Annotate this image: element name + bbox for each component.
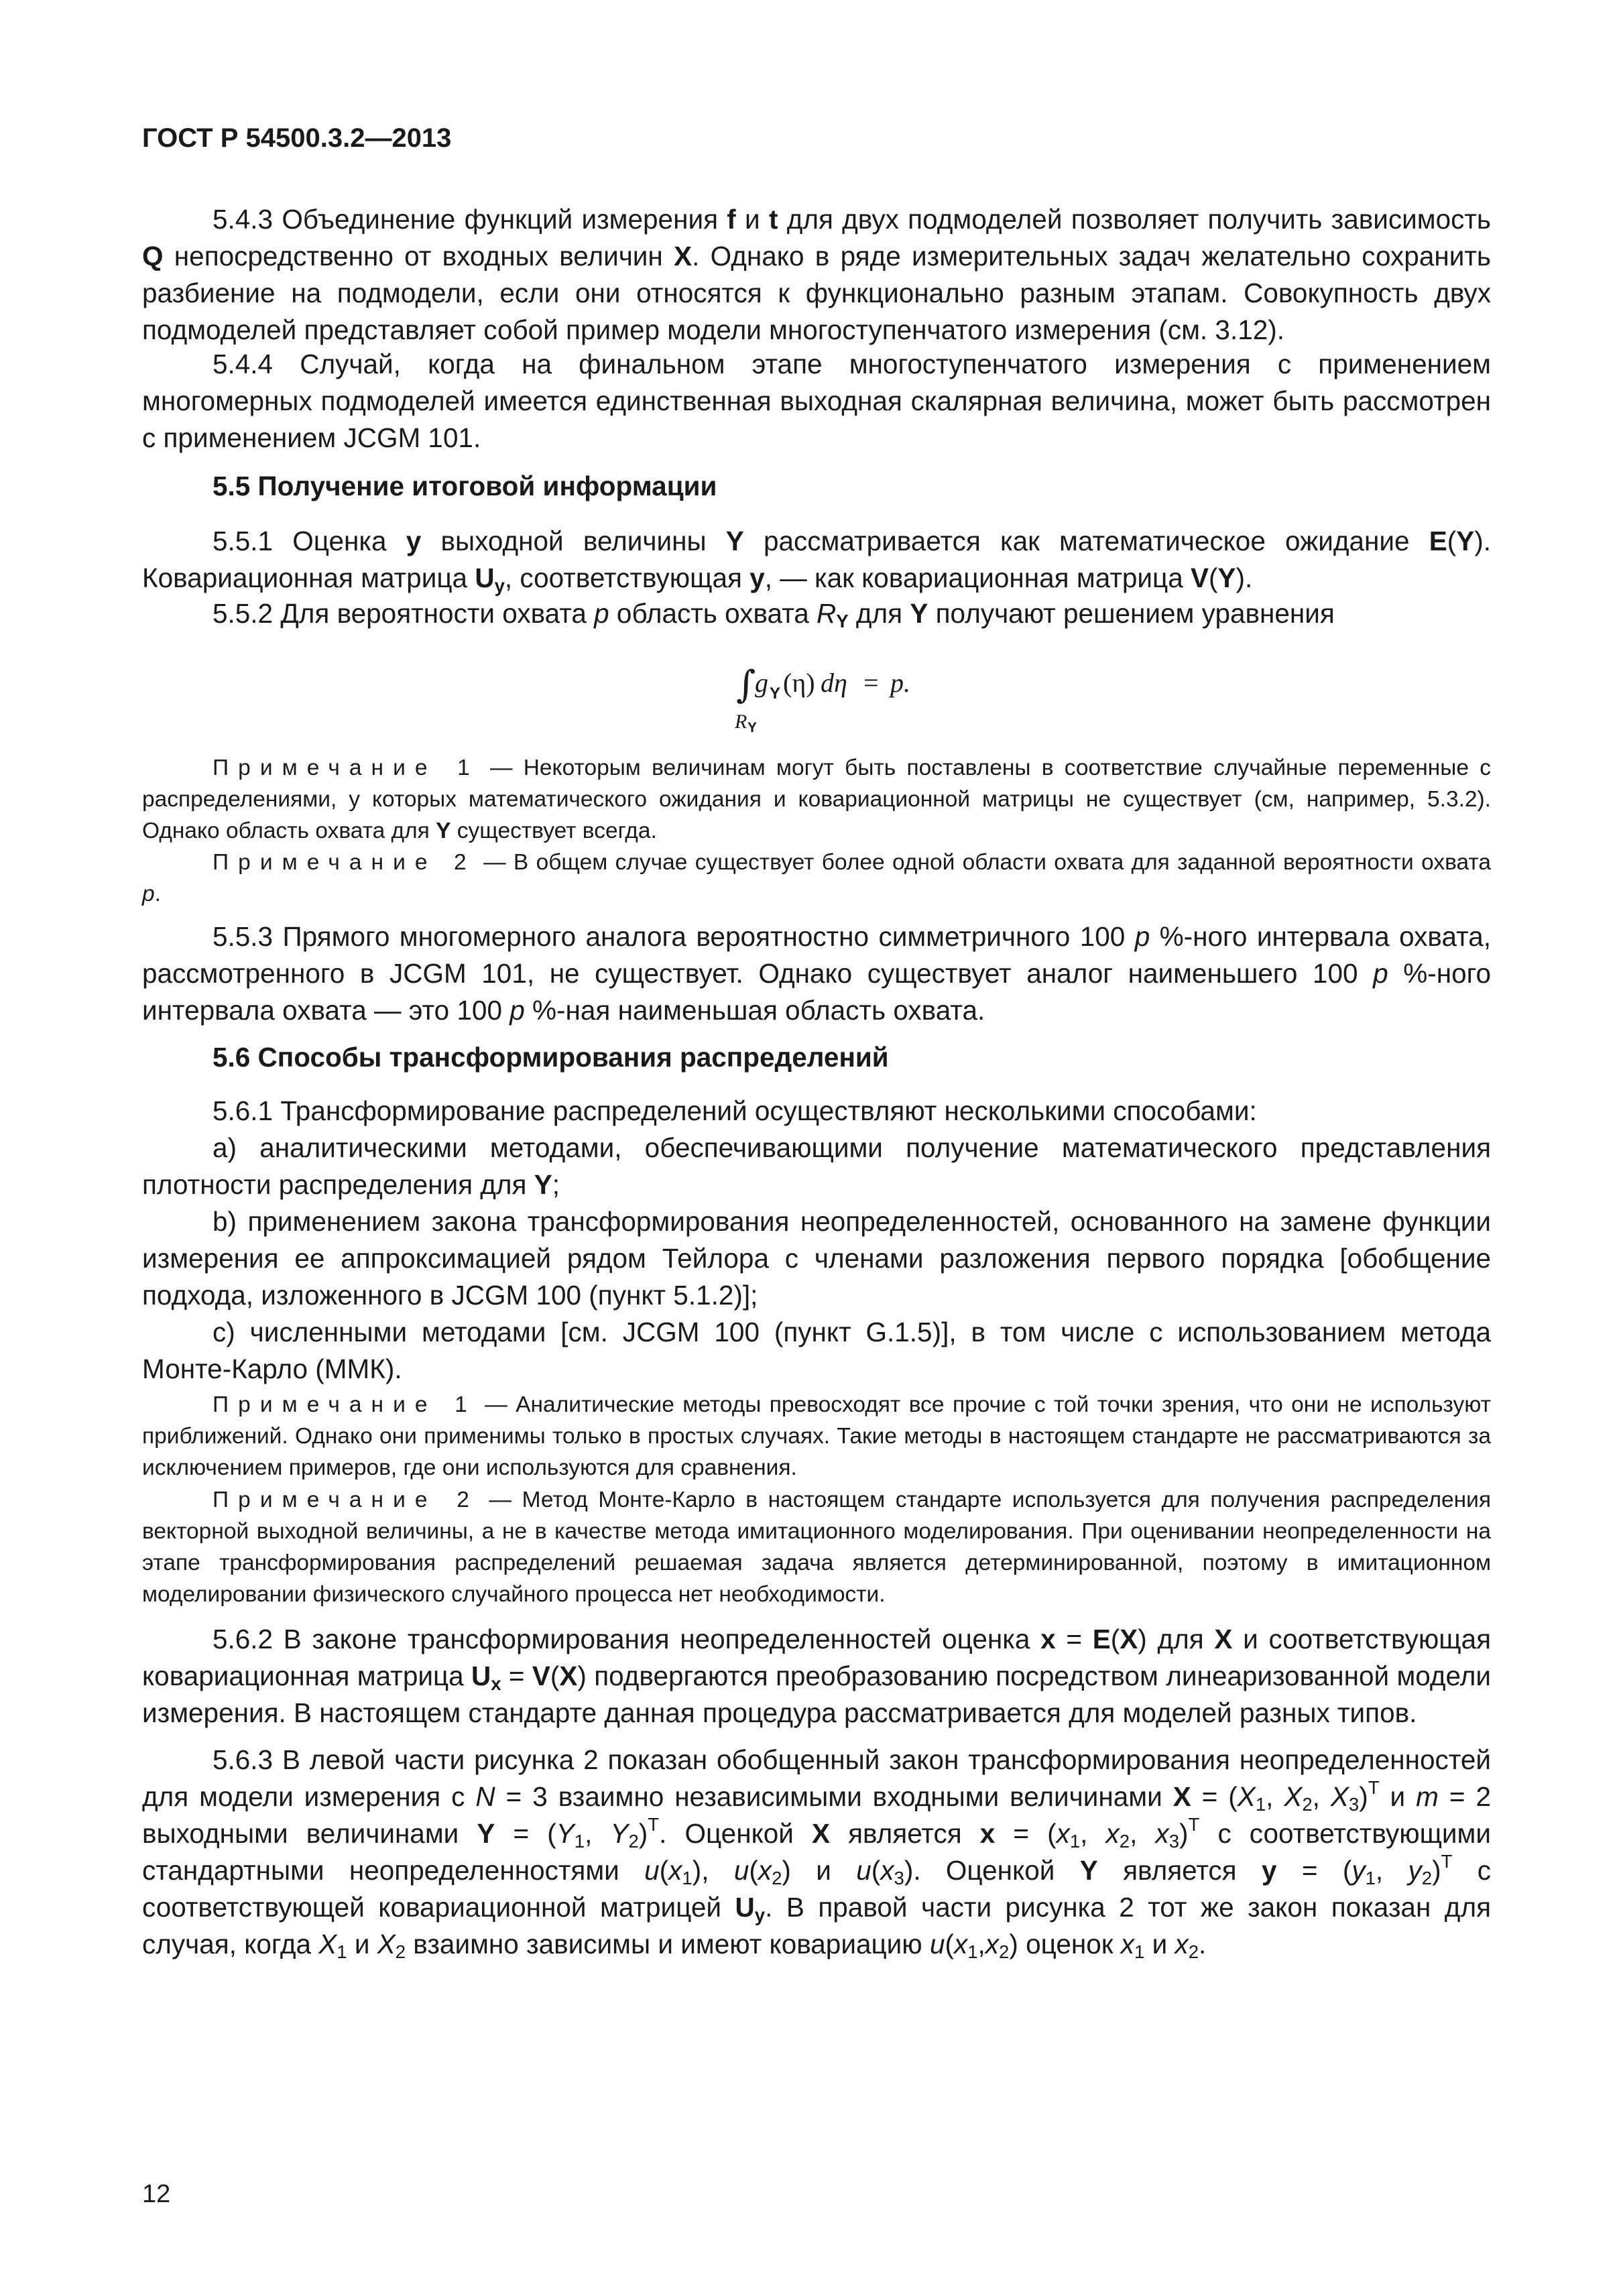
note-paragraph [142, 847, 1491, 910]
clause-5-5-1 [142, 523, 1491, 597]
list-item-c: с) численными методами [см. JCGM 100 (пункт G.1.5)], в том числе с использованием метода Монте-Карло (ММК). [142, 1317, 1491, 1384]
paragraph: 5.4.3 Объединение функций измерения f и t для двух подмоделей позволяет получить зависимость Q непосредственно от входных величин X. Однако в ряде измерительных задач желательно сохранить разбиение на подмодели, если они относятся к функционально разным этапам. Совокупность двух подмоделей представляет собой пример модели многоступенчатого измерения (см. 3.12). [142, 204, 1491, 345]
note-1-5-5 [142, 752, 1491, 847]
note-label: Примечание 1 [213, 756, 479, 780]
density-function: g [755, 668, 768, 698]
clause-5-6-1 [142, 1093, 1491, 1388]
document-header: ГОСТ Р 54500.3.2—2013 [142, 123, 452, 153]
paragraph: 5.5.1 Оценка y выходной величины Y рассматривается как математическое ожидание E(Y). Ковариационная матрица $U_y$, соответствующая y, — как ковариационная матрица V(Y). [142, 526, 1491, 596]
paragraph: 5.6.3 В левой части рисунка 2 показан обобщенный закон трансформирования неопределенностей для модели измерения с N = 3 взаимно независимыми входными величинами $X = (X_1$, $X_2$, $X_3)^T$ и m = 2 выходными величинами $Y = (Y_1$, $Y_2)^T$. Оценкой X является $x = (x_1$, $x_2$, $x_3)^T$ с соответствующими стандартными неопределенностями $u(x_1)$, $u(x_2)$ и $u(x_3)$. Оценкой Y является $y = (y_1$, $y_2)^T$ с соответствующей ковариационной матрицей $U_y$. В правой части рисунка 2 тот же закон показан для случая, когда $X_1$ и $X_2$ взаимно зависимы и имеют ковариацию $u(x_1,x_2)$ оценок $x_1$ и $x_2$. [142, 1744, 1492, 1962]
paragraph: 5.6.1 Трансформирование распределений осуществляют несколькими способами: [213, 1095, 1257, 1126]
density-function-subscript: Y [770, 684, 781, 703]
paragraph: 5.6.2 В законе трансформирования неопределенностей оценка x = E(X) для X и соответствующая ковариационная матрица $U_x = V(X)$ подвергаются преобразованию посредством линеаризованной модели измерения. В настоящем стандарте данная процедура рассматривается для моделей разных типов. [142, 1624, 1492, 1728]
note-label: Примечание 2 [213, 850, 476, 875]
function-argument: (η) [783, 668, 815, 698]
clause-5-4-4 [142, 346, 1491, 457]
paragraph: 5.5.2 Для вероятности охвата p область охвата $R_Y$ для Y получают решением уравнения [213, 598, 1335, 631]
note-label: Примечание 2 [213, 1488, 479, 1512]
equals-sign: = [863, 668, 879, 698]
integral-lower-limit-subscript: Y [747, 720, 758, 735]
section-heading-5-6: 5.6 Способы трансформирования распределений [213, 1042, 889, 1073]
note-text: — Метод Монте-Карло в настоящем стандарте используется для получения распределения векторной выходной величины, а не в качестве метода имитационного моделирования. При оценивании неопределенности на этапе трансформирования распределений решаемая задача является детерминированной, поэтому в имитационном моделировании физического случайного процесса нет необходимости. [142, 1488, 1492, 1607]
note-label: Примечание 1 [213, 1392, 477, 1417]
section-heading-5-5: 5.5 Получение итоговой информации [213, 471, 717, 501]
note-paragraph [142, 1389, 1491, 1484]
integral-lower-limit: R [735, 711, 747, 733]
note-2-5-6 [142, 1484, 1491, 1610]
note-2-5-5 [142, 847, 1491, 910]
note-text: — Аналитические методы превосходят все прочие с той точки зрения, что они не используют приближений. Однако они применимы только в простых случаях. Такие методы в настоящем стандарте не рассматриваются за исключением примеров, где они используются для сравнения. [142, 1392, 1491, 1480]
integral-sign: ∫ [736, 663, 756, 707]
clause-5-4-3 [142, 201, 1491, 349]
note-text: — В общем случае существует более одной области охвата для заданной вероятности охвата p. [142, 850, 1491, 906]
differential: dη [821, 668, 847, 698]
note-text: — Некоторым величинам могут быть поставлены в соответствие случайные переменные с распределениями, у которых математического ожидания и ковариационной матрицы не существует (см, например, 5.3.2). Однако область охвата для Y существует всегда. [142, 756, 1491, 843]
formula-rhs: p. [890, 668, 910, 698]
list-item-a: а) аналитическими методами, обеспечивающими получение математического представления плотности распределения для Y; [142, 1132, 1491, 1200]
paragraph: 5.4.4 Случай, когда на финальном этапе многоступенчатого измерения с применением многомерных подмоделей имеется единственная выходная скалярная величина, может быть рассмотрен с применением JCGM 101. [142, 349, 1491, 453]
note-paragraph [142, 1484, 1491, 1610]
clause-5-5-2 [142, 595, 1491, 632]
clause-5-5-3 [142, 918, 1491, 1029]
note-1-5-6 [142, 1389, 1491, 1484]
paragraph: 5.5.3 Прямого многомерного аналога вероятностно симметричного 100 p %-ного интервала охвата, рассмотренного в JCGM 101, не существует. Однако существует аналог наименьшего 100 p %-ного интервала охвата — это 100 p %-ная наименьшая область охвата. [142, 921, 1492, 1026]
coverage-region-integral-formula [729, 656, 957, 743]
clause-5-6-2 [142, 1621, 1491, 1732]
clause-5-6-3 [142, 1742, 1491, 1963]
note-paragraph [142, 752, 1491, 847]
list-item-b: b) применением закона трансформирования неопределенностей, основанного на замене функции измерения ее аппроксимацией рядом Тейлора с членами разложения первого порядка [обобщение подхода, изложенного в JCGM 100 (пункт 5.1.2)]; [142, 1206, 1491, 1311]
page-number: 12 [142, 2180, 171, 2208]
